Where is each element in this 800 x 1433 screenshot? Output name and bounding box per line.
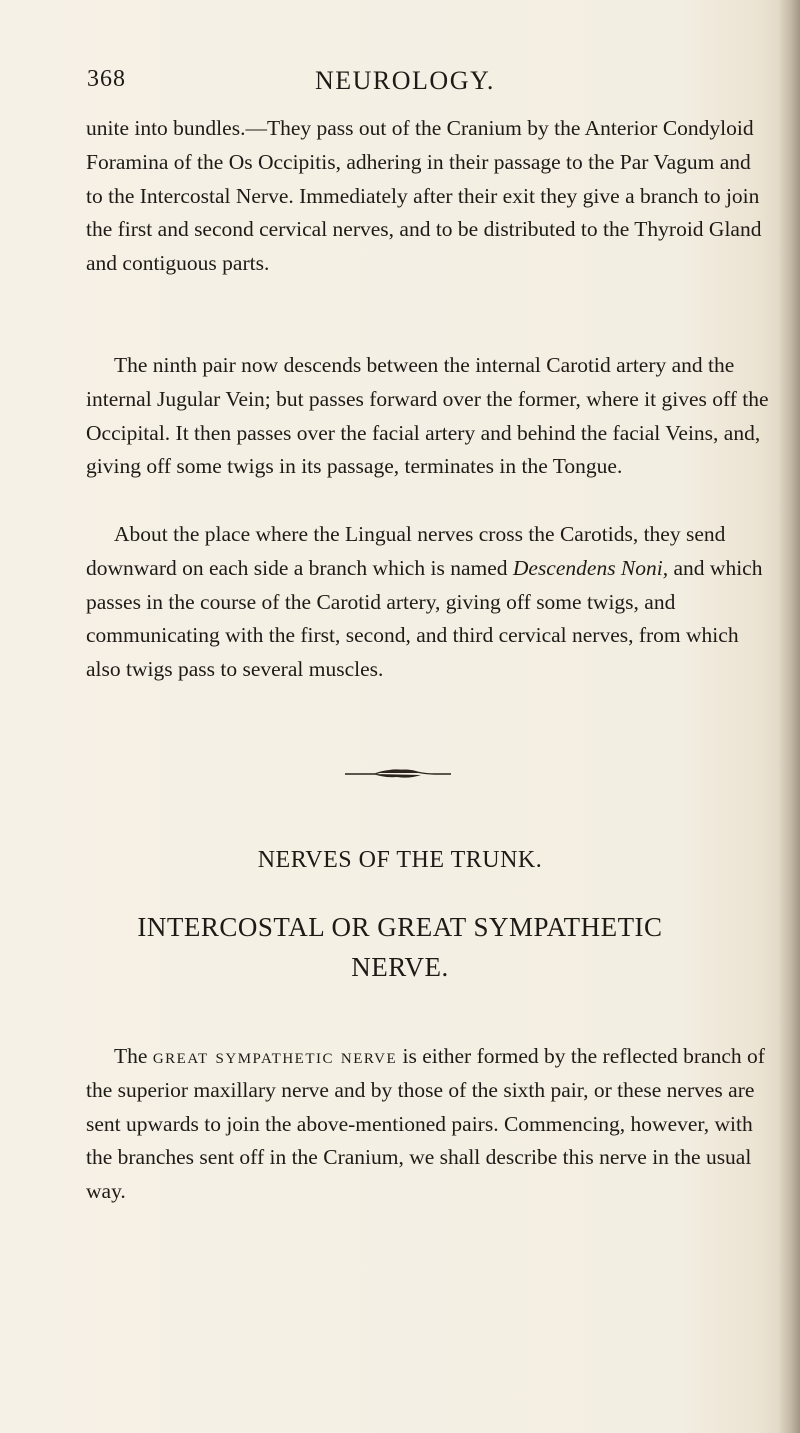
running-head: NEUROLOGY. bbox=[315, 66, 495, 95]
paragraph-ninth-pair-text: The ninth pair now descends between the internal Carotid artery and the internal Jugular Vein; but passes forward over the former, where it gives off the Occipital. It then passes over the facial artery and behind the facial Veins, and, giving off some twigs in its passage, terminates in the Tongue. bbox=[86, 353, 769, 479]
heading-line-1: INTERCOSTAL OR GREAT SYMPATHETIC bbox=[137, 912, 663, 942]
section-heading-trunk: NERVES OF THE TRUNK. bbox=[257, 847, 543, 873]
paragraph-descendens-noni-rest: and which passes in the course of the Carotid artery, giving off some twigs, and communicating with the first, second, and third cervical nerves, from which also twigs pass to several muscles. bbox=[86, 555, 763, 682]
paragraph-descendens-noni bbox=[86, 518, 772, 687]
page-header bbox=[87, 66, 767, 106]
heading-line-2: NERVE. bbox=[351, 952, 449, 982]
page-edge-shadow bbox=[778, 0, 800, 1433]
paragraph-great-sympathetic-lead: The bbox=[114, 1044, 153, 1068]
ornamental-rule bbox=[345, 768, 451, 780]
paragraph-ninth-pair bbox=[86, 349, 772, 484]
paragraph-hypoglossal-origin: unite into bundles.—They pass out of the Cranium by the Anterior Condyloid Foramina of the Os Occipitis, adhering in their passage to the Par Vagum and to the Intercostal Nerve. Immediately after their exit they give a branch to join the first and second cervical nerves, and to be distributed to the Thyroid Gland and contiguous parts. bbox=[86, 116, 762, 276]
page-number: 368 bbox=[87, 66, 126, 92]
paragraph-great-sympathetic-rest: is either formed by the reflected branch of the superior maxillary nerve and by those of the sixth pair, or these nerves are sent upwards to join the above-mentioned pairs. Commencing, however, with the branches sent off in the Cranium, we shall describe this nerve in the usual way. bbox=[86, 1044, 765, 1204]
paragraph-descendens-noni-lead: About the place where the Lingual nerves cross the Carotids, they send downward on each side a branch which is named bbox=[86, 522, 726, 580]
section-heading-sympathetic bbox=[0, 907, 800, 987]
descendens-noni-term: Descendens Noni, bbox=[512, 555, 669, 580]
paragraph-great-sympathetic bbox=[86, 1040, 772, 1209]
great-sympathetic-term: great sympathetic nerve bbox=[152, 1044, 398, 1068]
